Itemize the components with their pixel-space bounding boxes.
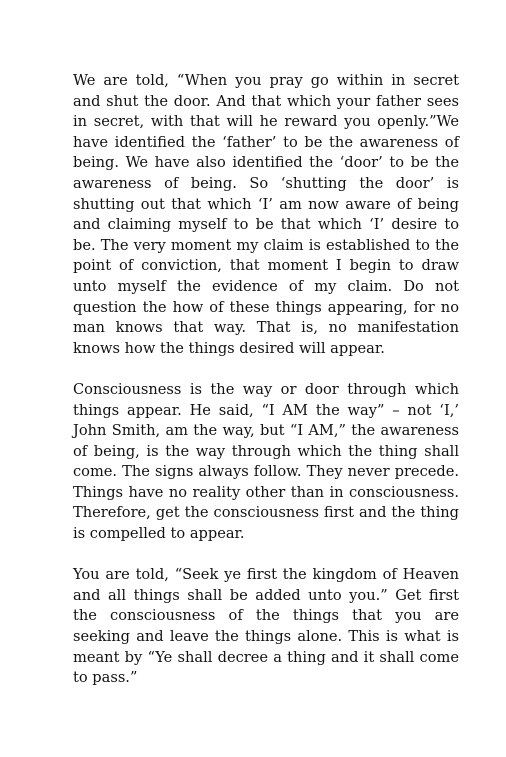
paragraph-2: Consciousness is the way or door through which things appear. He said, “I AM the way” – not ‘I,’ John Smith, am the way, but “I AM,” the awareness of being, is the way through which the thing shall come. The signs always follow. They never precede. Things have no reality other than in consciousness. Therefore, get the consciousness first and the thing is compelled to appear. [73,380,459,543]
paragraph-3: You are told, “Seek ye first the kingdom of Heaven and all things shall be added unto you.” Get first the consciousness of the things that you are seeking and leave the things alone. This is what is meant by “Ye shall decree a thing and it shall come to pass.” [73,566,459,687]
paragraph-1: We are told, “When you pray go within in secret and shut the door. And that which your father sees in secret, with that will he reward you openly.”We have identified the ‘father’ to be the awareness of being. We have also identified the ‘door’ to be the awareness of being. So ‘shutting the door’ is shutting out that which ‘I’ am now aware of being and claiming myself to be that which ‘I’ desire to be. The very moment my claim is established to the point of conviction, that moment I begin to draw unto myself the evidence of my claim. Do not question the how of these things appearing, for no man knows that way. That is, no manifestation knows how the things desired will appear. [73,72,459,357]
body-text [73,71,459,689]
